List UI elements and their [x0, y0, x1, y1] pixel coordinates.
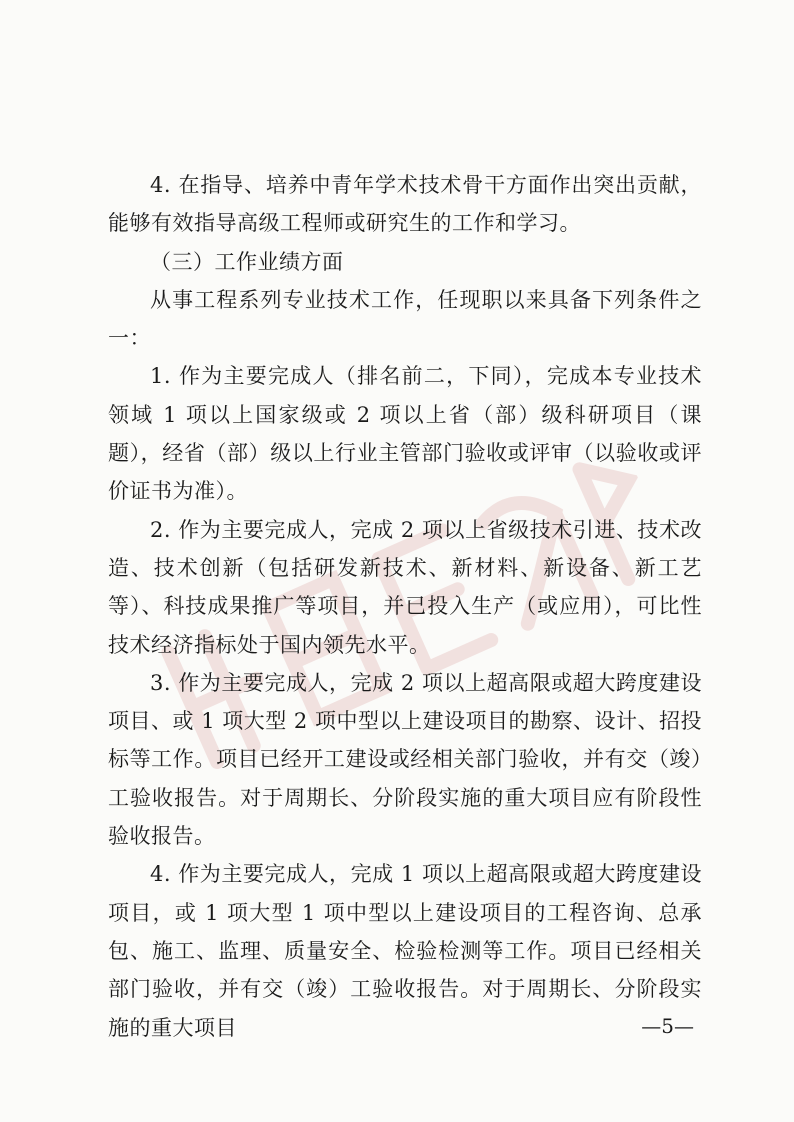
paragraph-item-4: 4. 作为主要完成人，完成 1 项以上超高限或超大跨度建设项目，或 1 项大型 1 项中型以上建设项目的工程咨询、总承包、施工、监理、质量安全、检验检测等工作。项目已经相关部门验收，并有交（竣）工验收报告。对于周期长、分阶段实施的重大项目	[108, 862, 702, 1040]
paragraph-intro: 从事工程系列专业技术工作，任现职以来具备下列条件之一：	[108, 287, 702, 351]
section-heading: （三）工作业绩方面	[150, 249, 344, 274]
page-number: —5—	[641, 1014, 694, 1038]
paragraph-item-2: 2. 作为主要完成人，完成 2 项以上省级技术引进、技术改造、技术创新（包括研发新技术、新材料、新设备、新工艺等）、科技成果推广等项目，并已投入生产（或应用），可比性技术经济指标处于国内领先水平。	[108, 517, 702, 657]
paragraph-mentoring: 4. 在指导、培养中青年学术技术骨干方面作出突出贡献，能够有效指导高级工程师或研究生的工作和学习。	[108, 173, 702, 236]
document-body	[108, 166, 702, 1047]
paragraph-item-1: 1. 作为主要完成人（排名前二，下同），完成本专业技术领域 1 项以上国家级或 2 项以上省（部）级科研项目（课题），经省（部）级以上行业主管部门验收或评审（以验收或评价证书为准）。	[108, 364, 702, 504]
paragraph-item-3: 3. 作为主要完成人，完成 2 项以上超高限或超大跨度建设项目、或 1 项大型 2 项中型以上建设项目的勘察、设计、招投标等工作。项目已经开工建设或经相关部门验收，并有交（竣）工验收报告。对于周期长、分阶段实施的重大项目应有阶段性验收报告。	[108, 670, 702, 849]
